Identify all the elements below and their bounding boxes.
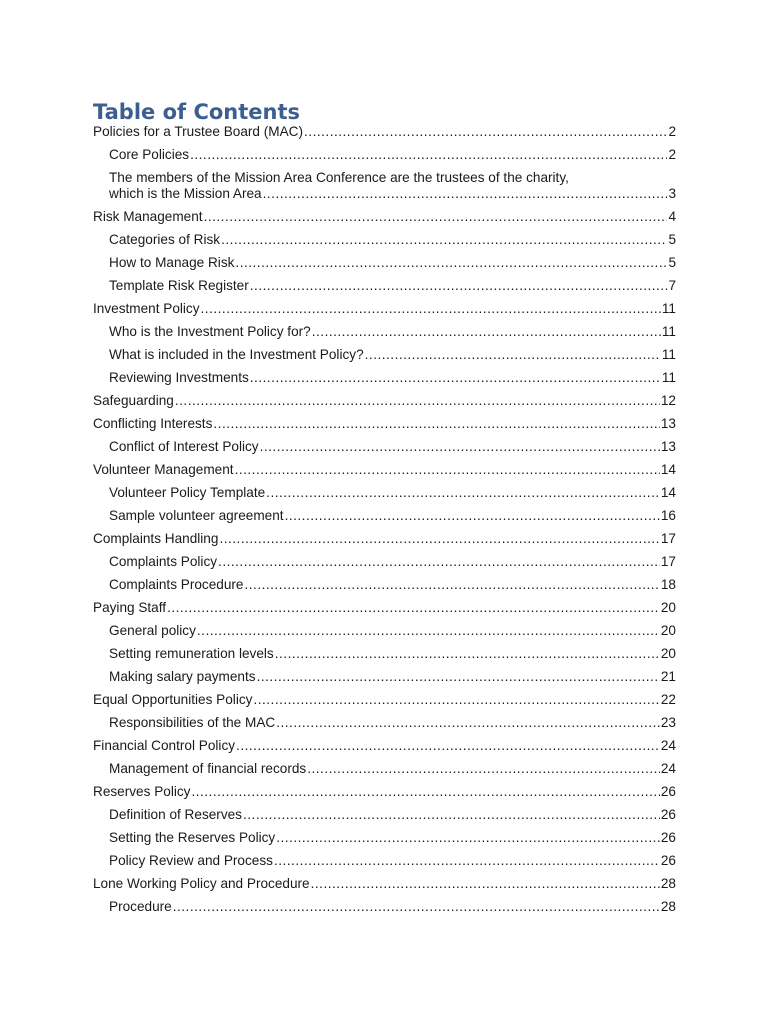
toc-subentry[interactable] [93,830,676,846]
toc-page-number: 13 [660,439,676,454]
toc-subentry[interactable] [93,147,676,163]
toc-page-number: 16 [660,508,676,523]
toc-entry-label: Procedure [109,899,172,914]
toc-entry-label: Lone Working Policy and Procedure [93,876,310,891]
toc-subentry[interactable] [93,347,676,363]
dot-leader [311,876,660,892]
toc-entry[interactable] [93,462,676,478]
dot-leader [219,531,659,547]
toc-heading: Table of Contents [93,100,301,124]
toc-page-number: 4 [668,209,676,224]
toc-page-number: 26 [660,784,676,799]
dot-leader [304,124,667,140]
toc-entry[interactable] [93,416,676,432]
toc-entry-label: Making salary payments [109,669,256,684]
toc-entry-label-line1: The members of the Mission Area Conference are the trustees of the charity, [109,170,569,185]
toc-entry-label: Equal Opportunities Policy [93,692,253,707]
dot-leader [173,899,660,915]
toc-entry-label: Setting remuneration levels [109,646,274,661]
dot-leader [190,147,667,163]
toc-page-number: 20 [660,623,676,638]
toc-page-number: 13 [660,416,676,431]
toc-subentry[interactable] [93,715,676,731]
toc-page-number: 3 [668,186,676,201]
dot-leader [250,370,661,386]
dot-leader [243,807,660,823]
toc-entry-label: Risk Management [93,209,203,224]
toc-page-number: 11 [661,301,676,316]
toc-page-number: 20 [660,600,676,615]
toc-page-number: 18 [660,577,676,592]
toc-page-number: 11 [661,370,676,385]
toc-entry-label: Template Risk Register [109,278,249,293]
dot-leader [274,853,660,869]
dot-leader [263,186,668,202]
toc-entry[interactable] [93,209,676,225]
dot-leader [213,416,659,432]
toc-entry-label: Reserves Policy [93,784,191,799]
toc-entry[interactable] [93,531,676,547]
toc-page-number: 7 [668,278,676,293]
toc-subentry[interactable] [93,761,676,777]
toc-subentry[interactable] [93,324,676,340]
toc-entry-label: Financial Control Policy [93,738,236,753]
toc-page-number: 28 [660,899,676,914]
toc-subentry[interactable] [93,554,676,570]
toc-subentry[interactable] [93,577,676,593]
toc-page-number: 11 [661,347,676,362]
toc-page-number: 26 [660,807,676,822]
toc-page-number: 17 [660,531,676,546]
toc-entry[interactable] [93,124,676,140]
dot-leader [250,278,668,294]
toc-entry-label: Core Policies [109,147,190,162]
toc-entry-label: Complaints Procedure [109,577,244,592]
dot-leader [285,508,660,524]
toc-entry-label: Responsibilities of the MAC [109,715,276,730]
dot-leader [276,830,660,846]
toc-entry-label: What is included in the Investment Policy? [109,347,364,362]
toc-entry-label: Volunteer Policy Template [109,485,266,500]
toc-entry-label: Sample volunteer agreement [109,508,284,523]
toc-entry-label: How to Manage Risk [109,255,235,270]
toc-page-number: 23 [660,715,676,730]
dot-leader [221,232,667,248]
toc-entry[interactable] [93,301,676,317]
toc-subentry[interactable] [93,623,676,639]
toc-entry-label: Investment Policy [93,301,200,316]
toc-subentry[interactable] [93,646,676,662]
toc-entry-label: Conflicting Interests [93,416,213,431]
table-of-contents [93,124,676,922]
toc-entry[interactable] [93,738,676,754]
toc-page-number: 24 [660,738,676,753]
toc-entry-label: Paying Staff [93,600,167,615]
toc-page-number: 20 [660,646,676,661]
toc-subentry[interactable] [93,899,676,915]
dot-leader [167,600,660,616]
dot-leader [191,784,659,800]
dot-leader [307,761,660,777]
dot-leader [365,347,661,363]
toc-entry-label: Who is the Investment Policy for? [109,324,311,339]
toc-entry[interactable] [93,692,676,708]
dot-leader [204,209,668,225]
toc-entry[interactable] [93,784,676,800]
dot-leader [276,715,660,731]
toc-page-number: 2 [668,147,676,162]
toc-page-number: 26 [660,830,676,845]
toc-entry-label: Safeguarding [93,393,174,408]
toc-entry-label: Management of financial records [109,761,307,776]
toc-entry-label: Complaints Handling [93,531,219,546]
toc-entry[interactable] [93,876,676,892]
toc-page-number: 21 [660,669,676,684]
toc-entry-label: Setting the Reserves Policy [109,830,276,845]
dot-leader [266,485,660,501]
toc-page-number: 2 [668,124,676,139]
toc-subentry[interactable] [93,669,676,685]
toc-subentry[interactable] [93,439,676,455]
toc-entry-label: Policy Review and Process [109,853,273,868]
dot-leader [245,577,660,593]
toc-subentry[interactable] [93,278,676,294]
toc-page-number: 17 [660,554,676,569]
toc-page-number: 28 [660,876,676,891]
dot-leader [257,669,660,685]
toc-subentry[interactable] [93,370,676,386]
toc-page-number: 14 [660,485,676,500]
toc-entry-label: which is the Mission Area [109,186,262,201]
toc-entry[interactable] [93,393,676,409]
toc-page-number: 12 [660,393,676,408]
toc-entry-label: Volunteer Management [93,462,234,477]
toc-entry-label: Conflict of Interest Policy [109,439,259,454]
dot-leader [235,255,667,271]
toc-entry-label: Complaints Policy [109,554,218,569]
toc-page-number: 5 [668,255,676,270]
toc-page-number: 24 [660,761,676,776]
dot-leader [175,393,660,409]
dot-leader [197,623,660,639]
dot-leader [235,462,660,478]
toc-subentry[interactable] [93,170,676,202]
toc-entry-label: Reviewing Investments [109,370,249,385]
toc-page-number: 14 [660,462,676,477]
dot-leader [218,554,660,570]
toc-subentry[interactable] [93,485,676,501]
dot-leader [312,324,661,340]
dot-leader [275,646,660,662]
toc-entry-label: Categories of Risk [109,232,221,247]
toc-subentry[interactable] [93,853,676,869]
dot-leader [253,692,659,708]
toc-page-number: 5 [668,232,676,247]
dot-leader [260,439,660,455]
toc-subentry[interactable] [93,807,676,823]
toc-entry[interactable] [93,600,676,616]
toc-entry-label: General policy [109,623,196,638]
dot-leader [201,301,661,317]
toc-entry-label: Policies for a Trustee Board (MAC) [93,124,304,139]
toc-page-number: 22 [660,692,676,707]
toc-subentry[interactable] [93,232,676,248]
toc-subentry[interactable] [93,255,676,271]
toc-subentry[interactable] [93,508,676,524]
toc-page-number: 26 [660,853,676,868]
toc-page-number: 11 [661,324,676,339]
toc-entry-label: Definition of Reserves [109,807,242,822]
dot-leader [236,738,660,754]
